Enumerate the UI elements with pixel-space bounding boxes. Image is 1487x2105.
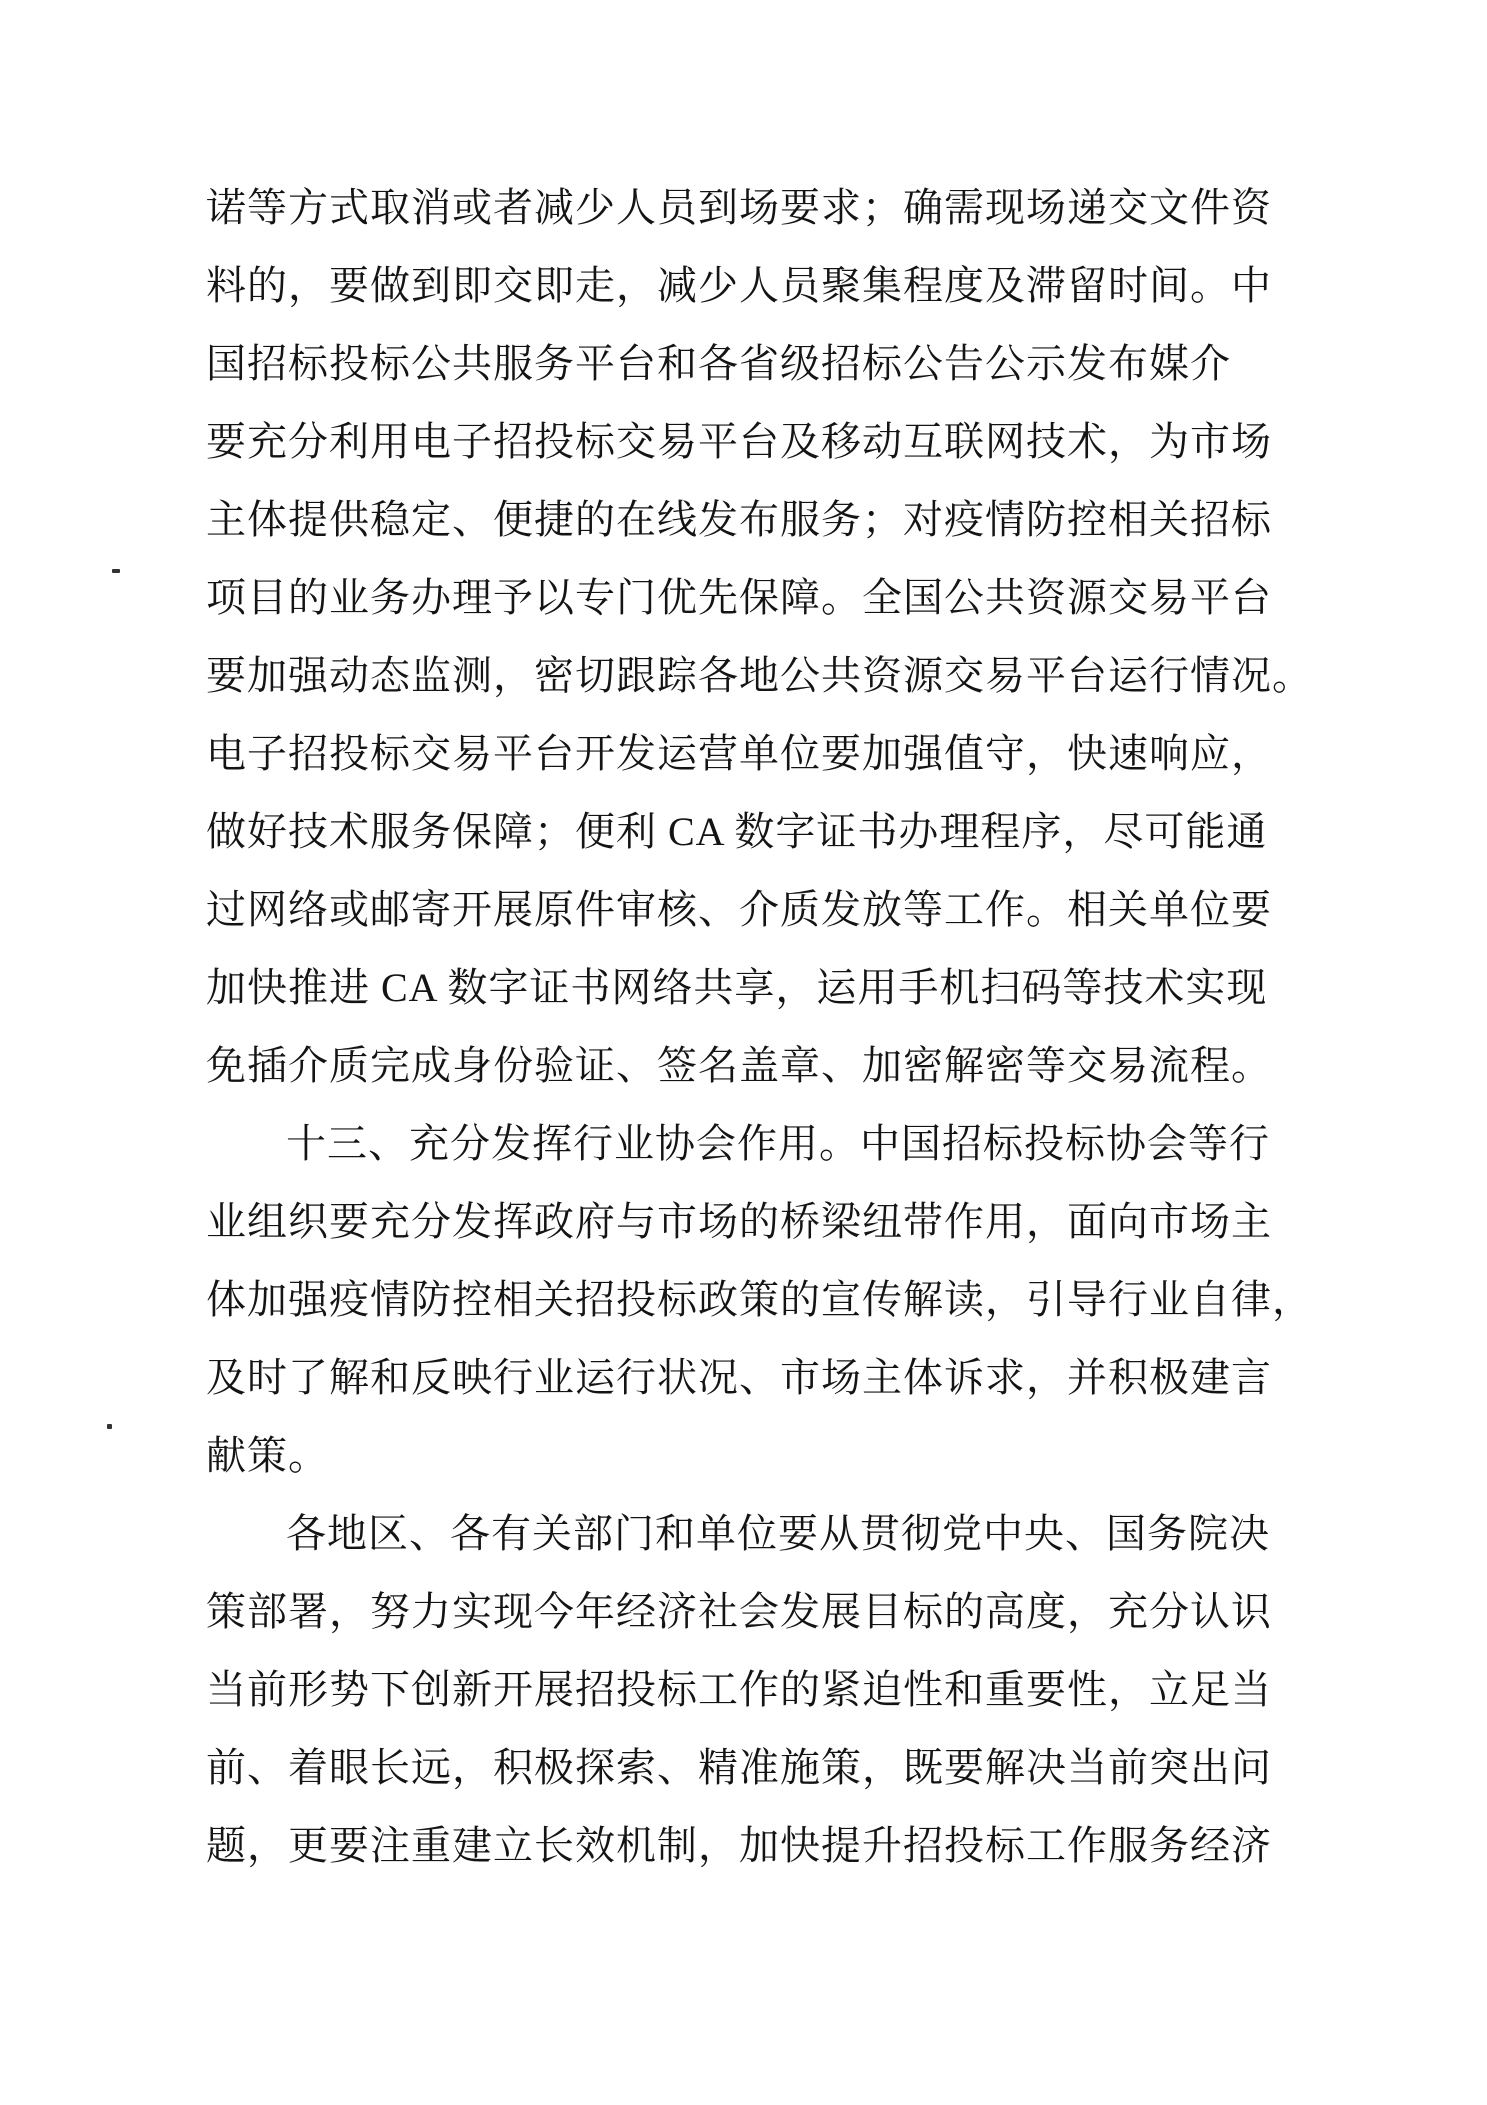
text-line: 做好技术服务保障；便利 CA 数字证书办理程序，尽可能通 <box>206 809 1268 854</box>
paragraph-first-line: 各地区、各有关部门和单位要从贯彻党中央、国务院决 <box>286 1511 1270 1556</box>
text-line: 加快推进 CA 数字证书网络共享，运用手机扫码等技术实现 <box>206 965 1268 1010</box>
text-line: 策部署，努力实现今年经济社会发展目标的高度，充分认识 <box>206 1589 1272 1634</box>
text-line: 电子招投标交易平台开发运营单位要加强值守，快速响应， <box>206 731 1272 776</box>
text-line: 要充分利用电子招投标交易平台及移动互联网技术，为市场 <box>206 419 1272 464</box>
text-line: 项目的业务办理予以专门优先保障。全国公共资源交易平台 <box>206 575 1272 620</box>
text-line: 诺等方式取消或者减少人员到场要求；确需现场递交文件资 <box>206 185 1272 230</box>
text-line: 题，更要注重建立长效机制，加快提升招投标工作服务经济 <box>206 1823 1272 1868</box>
text-line: 主体提供稳定、便捷的在线发布服务；对疫情防控相关招标 <box>206 497 1272 542</box>
text-line: 当前形势下创新开展招投标工作的紧迫性和重要性，立足当 <box>206 1667 1272 1712</box>
scan-speck <box>107 1424 112 1429</box>
text-line: 业组织要充分发挥政府与市场的桥梁纽带作用，面向市场主 <box>206 1199 1272 1244</box>
text-line: 过网络或邮寄开展原件审核、介质发放等工作。相关单位要 <box>206 887 1272 932</box>
text-line: 国招标投标公共服务平台和各省级招标公告公示发布媒介 <box>206 341 1231 386</box>
text-line: 及时了解和反映行业运行状况、市场主体诉求，并积极建言 <box>206 1355 1272 1400</box>
text-line: 免插介质完成身份验证、签名盖章、加密解密等交易流程。 <box>206 1043 1272 1088</box>
text-line: 要加强动态监测，密切跟踪各地公共资源交易平台运行情况。 <box>206 653 1313 698</box>
text-line: 前、着眼长远，积极探索、精准施策，既要解决当前突出问 <box>206 1745 1272 1790</box>
document-text-block <box>206 169 1326 1885</box>
paragraph-first-line: 十三、充分发挥行业协会作用。中国招标投标协会等行 <box>286 1121 1270 1166</box>
text-line: 料的，要做到即交即走，减少人员聚集程度及滞留时间。中 <box>206 263 1272 308</box>
text-line: 体加强疫情防控相关招投标政策的宣传解读，引导行业自律， <box>206 1277 1313 1322</box>
text-line: 献策。 <box>206 1433 329 1478</box>
scan-speck <box>112 569 120 573</box>
